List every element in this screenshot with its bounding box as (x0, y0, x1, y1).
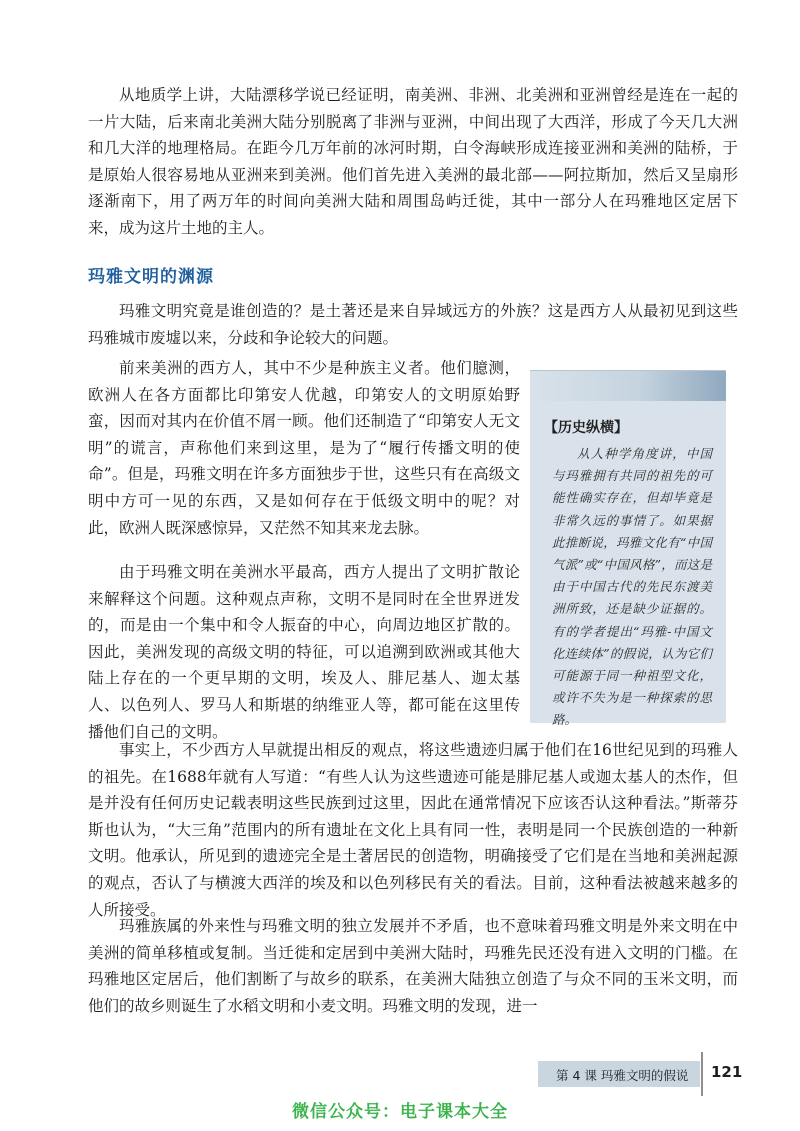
section-heading: 玛雅文明的渊源 (88, 267, 214, 287)
paragraph-racists: 前来美洲的西方人，其中不少是种族主义者。他们臆测，欧洲人在各方面都比印第安人优越，印第安人的文明原始野蛮，因而对其内在价值不屑一顾。他们还制造了“印第安人无文明”的谎言，声称他们来到这里，是为了“履行传播文明的使命”。但是，玛雅文明在许多方面独步于世，这些只有在高级文明中方可一见的东西，又是如何存在于低级文明中的呢？对此，欧洲人既深感惊异，又茫然不知其来龙去脉。 (88, 359, 520, 537)
history-sidebar-box (530, 370, 726, 728)
sidebar-text: 从人种学角度讲，中国与玛雅拥有共同的祖先的可能性确实存在，但却毕竟是非常久远的事情了。如果据此推断说，玛雅文化有“中国气派”或“中国风格”，而这是由于中国古代的先民东渡美洲所致，还是缺少证据的。有的学者提出“玛雅-中国文化连续体”的假说，认为它们可能源于同一种祖型文化，或许不失为是一种探索的思路。 (552, 446, 712, 728)
paragraph-diffusion: 由于玛雅文明在美洲水平最高，西方人提出了文明扩散论来解释这个问题。这种观点声称，文明不是同时在全世界迸发的，而是由一个集中和令人振奋的中心，向周边地区扩散的。因此，美洲发现的高级文明的特征，可以追溯到欧洲或其他大陆上存在的一个更早期的文明，埃及人、腓尼基人、迦太基人、以色列人、罗马人和斯堪的纳维亚人等，都可能在这里传播他们自己的文明。 (88, 563, 520, 741)
paragraph-opposite-view: 事实上，不少西方人早就提出相反的观点，将这些遗迹归属于他们在16世纪见到的玛雅人的祖先。在1688年就有人写道：“有些人认为这些遗迹可能是腓尼基人或迦太基人的杰作，但是并没有任何历史记载表明这些民族到过这里，因此在通常情况下应该否认这种看法。”斯蒂芬斯也认为，“大三角”范围内的所有遗址在文化上具有同一性，表明是同一个民族创造的一种新文明。他承认，所见到的遗迹完全是土著居民的创造物，明确接受了它们是在当地和美洲起源的观点，否认了与横渡大西洋的埃及和以色列移民有关的看法。目前，这种看法被越来越多的人所接受。 (88, 741, 738, 919)
watermark-text: 微信公众号：电子课本大全 (292, 1102, 508, 1122)
paragraph-geology: 从地质学上讲，大陆漂移学说已经证明，南美洲、非洲、北美洲和亚洲曾经是连在一起的一片大陆，后来南北美洲大陆分别脱离了非洲与亚洲，中间出现了大西洋，形成了今天几大洲和几大洋的地理格局。在距今几万年前的冰河时期，白令海峡形成连接亚洲和美洲的陆桥，于是原始人很容易地从亚洲来到美洲。他们首先进入美洲的最北部——阿拉斯加，然后又呈扇形逐渐南下，用了两万年的时间向美洲大陆和周围岛屿迁徙，其中一部分人在玛雅地区定居下来，成为这片土地的主人。 (88, 86, 738, 237)
paragraph-question: 玛雅文明究竟是谁创造的？是土著还是来自异域远方的外族？这是西方人从最初见到这些玛雅城市废墟以来，分歧和争论较大的问题。 (88, 302, 738, 347)
sidebar-title: 【历史纵横】 (544, 420, 628, 436)
footer-divider (701, 1052, 703, 1096)
footer-lesson-label: 第 4 课 玛雅文明的假说 (556, 1068, 689, 1083)
paragraph-independent-development: 玛雅族属的外来性与玛雅文明的独立发展并不矛盾，也不意味着玛雅文明是外来文明在中美洲的简单移植或复制。当迁徙和定居到中美洲大陆时，玛雅先民还没有进入文明的门槛。在玛雅地区定居后，他们割断了与故乡的联系，在美洲大陆独立创造了与众不同的玉米文明，而他们的故乡则诞生了水稻文明和小麦文明。玛雅文明的发现，进一 (88, 917, 738, 1015)
page-number: 121 (711, 1063, 743, 1081)
sidebar-header-band (530, 371, 726, 401)
